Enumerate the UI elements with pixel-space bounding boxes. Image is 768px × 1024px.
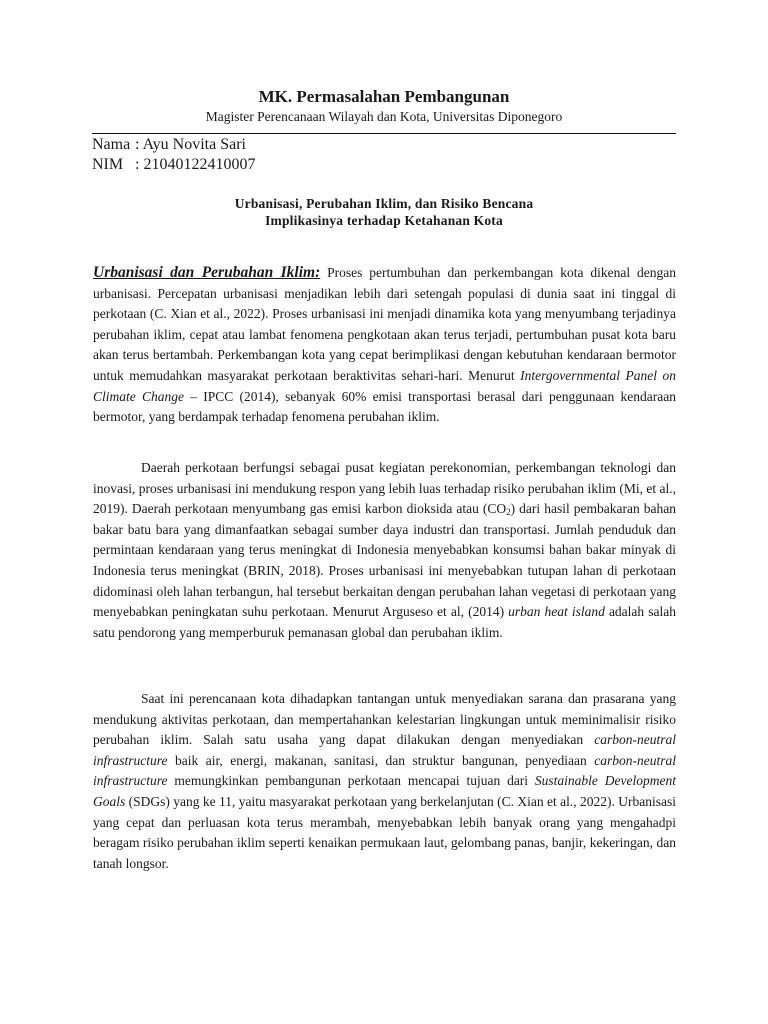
p3-text-b: baik air, energi, makanan, sanitasi, dan struktur bangunan, penyediaan (167, 752, 595, 768)
name-value: : Ayu Novita Sari (135, 136, 246, 153)
p2-text-b: ) dari hasil pembakaran bahan bakar batu bara yang dimanfaatkan sebagai sumber daya industri dan transportasi. Jumlah penduduk dan permintaan kendaraan yang terus meningkat di Indonesia menyebabkan konsumsi bahan bakar minyak di Indonesia terus meningkat (BRIN, 2018). Proses urbanisasi ini menyebabkan tutupan lahan di perkotaan didominasi oleh lahan terbangun, hal tersebut berkaitan dengan perubahan lahan vegetasi di perkotaan yang menyebabkan peningkatan suhu perkotaan. Menurut Arguseso et al, (2014) (93, 501, 676, 620)
p2-text-c: adalah salah satu pendorong yang memperburuk pemanasan global dan perubahan iklim. (93, 604, 676, 640)
p3-italic-c: Sustainable Development Goals (93, 773, 676, 809)
p3-text-c: memungkinkan pembangunan perkotaan mencapai tujuan dari (167, 773, 535, 789)
p2-text-a: Daerah perkotaan berfungsi sebagai pusat kegiatan perekonomian, perkembangan teknologi dan inovasi, proses urbanisasi ini mendukung respon yang lebih luas terhadap risiko perubahan iklim (Mi, et al., 2019). Daerah perkotaan menyumbang gas emisi karbon dioksida atau (CO (93, 460, 677, 517)
p1-text-a: Proses pertumbuhan dan perkembangan kota dikenal dengan urbanisasi. Percepatan urbanisasi menjadikan lebih dari setengah populasi di dunia saat ini tinggal di perkotaan (C. Xian et al., 2022). Proses urbanisasi ini menjadi dinamika kota yang menyumbang terjadinya perubahan iklim, cepat atau lambat fenomena pengkotaan akan terus terjadi, pertumbuhan pusat kota baru akan terus bertambah. Perkembangan kota yang cepat berimplikasi dengan kebutuhan kendaraan bermotor untuk memudahkan masyarakat perkotaan beraktivitas sehari-hari. Menurut (93, 265, 677, 383)
student-nim-line (92, 155, 255, 175)
program-subtitle: Magister Perencanaan Wilayah dan Kota, Universitas Diponegoro (205, 109, 563, 124)
paragraph-1 (93, 263, 676, 428)
paragraph-2 (93, 458, 676, 643)
header-divider (92, 133, 676, 134)
section-heading: Urbanisasi dan Perubahan Iklim: (93, 264, 321, 281)
p1-text-b: – IPCC (2014), sebanyak 60% emisi transportasi berasal dari penggunaan kendaraan bermotor, yang berdampak terhadap fenomena perubahan iklim. (93, 388, 676, 425)
p3-italic-b: carbon-neutral infrastructure (93, 752, 676, 789)
p3-italic-a: carbon-neutral infrastructure (93, 732, 676, 768)
p2-italic-a: urban heat island (508, 604, 605, 620)
name-key: Nama (92, 136, 131, 153)
course-title: MK. Permasalahan Pembangunan (258, 87, 510, 106)
p3-text-a: Saat ini perencanaan kota dihadapkan tantangan untuk menyediakan sarana dan prasarana yang mendukung aktivitas perkotaan, dan mempertahankan kelestarian lingkungan untuk meminimalisir risiko perubahan iklim. Salah satu usaha yang dapat dilakukan dengan menyediakan (93, 691, 676, 748)
nim-key: NIM (92, 156, 124, 173)
student-name-line (92, 135, 246, 155)
p1-italic-a: Intergovernmental Panel on Climate Change (93, 367, 676, 404)
nim-value: : 21040122410007 (135, 156, 256, 173)
paper-title-line-1: Urbanisasi, Perubahan Iklim, dan Risiko Bencana (234, 196, 534, 211)
paragraph-3 (93, 689, 676, 874)
paper-title-line-2: Implikasinya terhadap Ketahanan Kota (265, 213, 503, 228)
p3-text-d: (SDGs) yang ke 11, yaitu masyarakat perkotaan yang berkelanjutan (C. Xian et al., 2022). Urbanisasi yang cepat dan perluasan kota terus merambah, menyebabkan lebih banyak orang yang mengahadpi beragam risiko perubahan iklim seperti kenaikan permukaan laut, gelombang panas, banjir, kekeringan, dan tanah longsor. (93, 793, 676, 871)
p2-subscript: 2 (506, 507, 511, 518)
